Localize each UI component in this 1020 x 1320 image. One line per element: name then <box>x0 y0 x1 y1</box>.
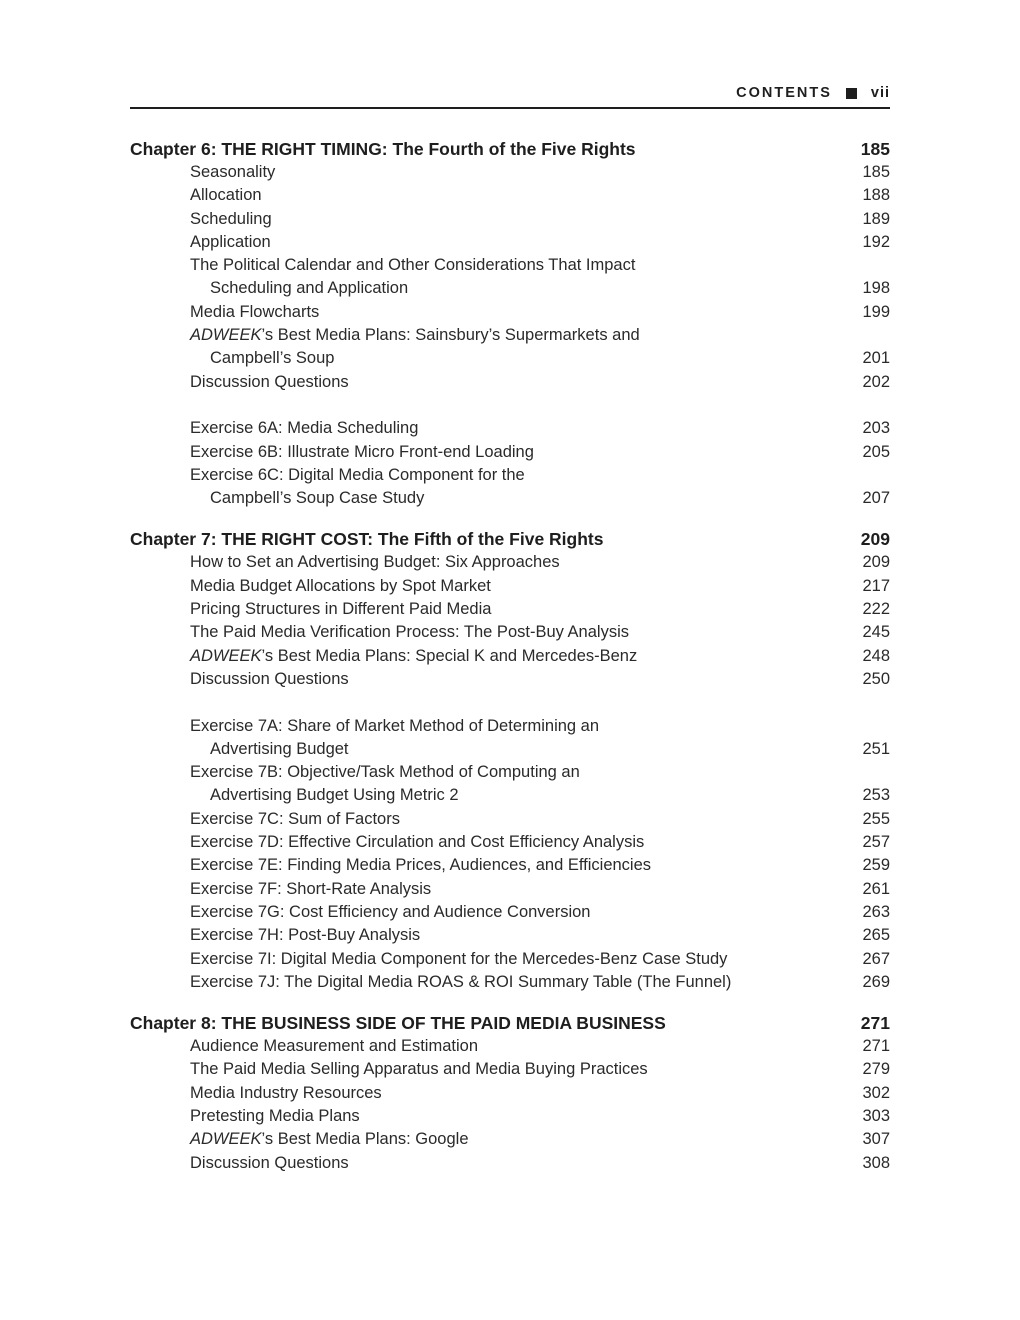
toc-entry[interactable] <box>130 878 890 901</box>
toc-entry[interactable] <box>130 324 890 347</box>
toc-entry-page-number: 267 <box>862 949 890 968</box>
toc-entry-title <box>190 301 319 324</box>
toc-entry-page-number: 263 <box>862 902 890 921</box>
toc-entry-title <box>190 371 349 394</box>
toc-entry[interactable] <box>130 1035 890 1058</box>
toc-entry-title <box>190 1035 478 1058</box>
toc-entry-text: Audience Measurement and Estimation <box>190 1037 478 1056</box>
toc-entry-title <box>190 715 599 738</box>
toc-entry-title <box>190 441 534 464</box>
toc-entry-continuation[interactable] <box>130 277 890 300</box>
toc-entry-text: Allocation <box>190 186 262 205</box>
toc-entry-title <box>210 487 424 510</box>
toc-entry-continuation[interactable] <box>130 487 890 510</box>
toc-entry-title <box>190 598 491 621</box>
toc-entry-page-number: 255 <box>862 809 890 828</box>
square-bullet-icon <box>846 88 857 99</box>
toc-entry[interactable] <box>130 301 890 324</box>
chapter-title: Chapter 6: THE RIGHT TIMING: The Fourth of the Five Rights <box>130 139 636 159</box>
toc-entry-text: Exercise 7G: Cost Efficiency and Audience Conversion <box>190 902 591 921</box>
toc-entry-text: Scheduling and Application <box>210 279 409 298</box>
publication-name: ADWEEK <box>190 646 262 665</box>
toc-entry-title <box>190 551 560 574</box>
toc-entry-text: Media Industry Resources <box>190 1083 382 1102</box>
toc-entry-page-number: 259 <box>862 856 890 875</box>
toc-entry-text: The Political Calendar and Other Considerations That Impact <box>190 256 636 275</box>
toc-entry[interactable] <box>130 1058 890 1081</box>
toc-entry-text: ’s Best Media Plans: Sainsbury’s Supermarkets and <box>261 326 640 345</box>
toc-entry-text: Exercise 7E: Finding Media Prices, Audiences, and Efficiencies <box>190 856 652 875</box>
toc-entry[interactable] <box>130 645 890 668</box>
toc-entry-page-number: 188 <box>862 186 890 205</box>
toc-entry-text: Advertising Budget Using Metric 2 <box>210 786 459 805</box>
toc-entry-page-number: 261 <box>862 879 890 898</box>
toc-entry-text: Exercise 6B: Illustrate Micro Front-end Loading <box>190 442 534 461</box>
toc-entry-title <box>210 347 334 370</box>
toc-entry-title <box>190 948 727 971</box>
toc-entry-title <box>210 784 459 807</box>
toc-entry-title <box>190 971 731 994</box>
toc-entry-title <box>190 901 591 924</box>
toc-entry-text: Exercise 7D: Effective Circulation and Cost Efficiency Analysis <box>190 833 645 852</box>
toc-entry-text: Media Flowcharts <box>190 302 320 321</box>
toc-entry-title <box>190 924 420 947</box>
toc-entry[interactable] <box>130 761 890 784</box>
toc-entry-text: Seasonality <box>190 163 276 181</box>
toc-entry-title <box>190 231 271 254</box>
toc-entry-text: Scheduling <box>190 209 272 228</box>
toc-entry[interactable] <box>130 575 890 598</box>
toc-entry-title <box>190 621 629 644</box>
toc-entry-page-number: 269 <box>862 972 890 991</box>
chapter-heading[interactable] <box>130 527 890 551</box>
toc-entry-page-number: 308 <box>862 1153 890 1172</box>
toc-entry-text: Exercise 7A: Share of Market Method of Determining an <box>190 716 600 735</box>
toc-entry-continuation[interactable] <box>130 784 890 807</box>
toc-entry-title <box>190 878 431 901</box>
toc-entry[interactable] <box>130 924 890 947</box>
toc-entry-title <box>190 1128 469 1151</box>
toc-entry-title <box>190 1058 648 1081</box>
toc-entry[interactable] <box>130 1128 890 1151</box>
running-head-page-number: vii <box>870 85 890 101</box>
toc-entry[interactable] <box>130 901 890 924</box>
section-spacer <box>130 691 890 714</box>
toc-entry[interactable] <box>130 598 890 621</box>
toc-entry-page-number: 203 <box>862 419 890 438</box>
toc-entry[interactable] <box>130 1152 890 1175</box>
toc-entry[interactable] <box>130 668 890 691</box>
toc-entry-page-number: 209 <box>862 553 890 572</box>
toc-entry-text: Advertising Budget <box>210 739 349 758</box>
toc-entry-text: Campbell’s Soup Case Study <box>210 489 425 508</box>
toc-entry[interactable] <box>130 1105 890 1128</box>
toc-entry[interactable] <box>130 971 890 994</box>
toc-entry-title <box>190 645 637 668</box>
toc-entry-title <box>190 1105 360 1128</box>
toc-entry-title <box>190 161 275 184</box>
toc-entry[interactable] <box>130 254 890 277</box>
toc-entry-title <box>190 464 525 487</box>
chapter-heading[interactable] <box>130 137 890 161</box>
toc-entry-page-number: 251 <box>862 739 890 758</box>
toc-entry-page-number: 207 <box>862 489 890 508</box>
toc-entry-page-number: 192 <box>862 232 890 251</box>
toc-entry-text: Pricing Structures in Different Paid Media <box>190 600 492 619</box>
toc-entry[interactable] <box>130 231 890 254</box>
running-head-label: CONTENTS <box>736 85 832 101</box>
chapter-page-number: 185 <box>860 139 890 159</box>
chapter-heading[interactable] <box>130 1011 890 1035</box>
toc-entry-page-number: 250 <box>862 669 890 688</box>
toc-entry-title <box>210 738 349 761</box>
toc-entry[interactable] <box>130 808 890 831</box>
toc-entry-title <box>190 324 640 347</box>
toc-entry[interactable] <box>130 948 890 971</box>
toc-entry-text: The Paid Media Selling Apparatus and Media Buying Practices <box>190 1060 648 1079</box>
toc-entry[interactable] <box>130 371 890 394</box>
toc-entry-text: How to Set an Advertising Budget: Six Approaches <box>190 553 560 572</box>
toc-entry-page-number: 199 <box>862 302 890 321</box>
toc-entry-page-number: 302 <box>862 1083 890 1102</box>
toc-entry[interactable] <box>130 464 890 487</box>
toc-entry-page-number: 222 <box>862 600 890 619</box>
chapter-title: Chapter 8: THE BUSINESS SIDE OF THE PAID MEDIA BUSINESS <box>130 1013 666 1034</box>
toc-entry-page-number: 265 <box>862 926 890 945</box>
toc-entry-text: Application <box>190 232 271 251</box>
toc-entry-title <box>210 277 408 300</box>
toc-entry-title <box>190 808 400 831</box>
toc-entry-text: Discussion Questions <box>190 1153 349 1172</box>
toc-entry-page-number: 303 <box>862 1106 890 1125</box>
toc-entry-text: Pretesting Media Plans <box>190 1106 360 1125</box>
toc-entry-title <box>190 831 644 854</box>
table-of-contents <box>130 137 890 1175</box>
toc-entry-title <box>190 184 262 207</box>
toc-entry[interactable] <box>130 715 890 738</box>
chapter-section <box>130 1011 890 1175</box>
toc-entry[interactable] <box>130 1082 890 1105</box>
toc-entry-title <box>190 575 491 598</box>
toc-entry-page-number: 198 <box>862 279 890 298</box>
toc-entry-text: ’s Best Media Plans: Special K and Mercedes-Benz <box>261 646 638 665</box>
toc-entry-text: Exercise 6A: Media Scheduling <box>190 419 419 438</box>
toc-entry-page-number: 245 <box>862 623 890 642</box>
toc-entry-continuation[interactable] <box>130 738 890 761</box>
toc-entry[interactable] <box>130 208 890 231</box>
toc-entry-title <box>190 208 272 231</box>
toc-entry-title <box>190 1152 349 1175</box>
toc-entry[interactable] <box>130 831 890 854</box>
toc-entry-text: Discussion Questions <box>190 372 349 391</box>
toc-entry[interactable] <box>130 621 890 644</box>
header-rule <box>130 107 890 109</box>
toc-entry-title <box>190 1082 382 1105</box>
toc-entry-page-number: 257 <box>862 833 890 852</box>
toc-entry[interactable] <box>130 161 890 184</box>
toc-entry-page-number: 217 <box>862 576 890 595</box>
chapter-title: Chapter 7: THE RIGHT COST: The Fifth of the Five Rights <box>130 529 604 550</box>
chapter-section <box>130 527 890 994</box>
toc-entry-page-number: 279 <box>862 1060 890 1079</box>
toc-entry-title <box>190 254 635 277</box>
toc-entry-text: ’s Best Media Plans: Google <box>261 1130 469 1149</box>
chapter-page-number: 209 <box>860 529 890 550</box>
toc-entry-page-number: 189 <box>862 209 890 228</box>
toc-entry-title <box>190 668 349 691</box>
toc-entry-page-number: 307 <box>862 1130 890 1149</box>
section-spacer <box>130 394 890 417</box>
toc-entry-text: Exercise 7J: The Digital Media ROAS & ROI Summary Table (The Funnel) <box>190 972 732 991</box>
publication-name: ADWEEK <box>190 326 262 345</box>
toc-entry-page-number: 201 <box>862 349 890 368</box>
toc-entry-title <box>190 417 418 440</box>
chapter-page-number: 271 <box>860 1013 890 1034</box>
toc-entry[interactable] <box>130 184 890 207</box>
toc-entry[interactable] <box>130 441 890 464</box>
toc-entry-page-number: 185 <box>862 163 890 181</box>
toc-entry-text: Exercise 7B: Objective/Task Method of Computing an <box>190 763 580 782</box>
toc-entry[interactable] <box>130 854 890 877</box>
toc-entry-text: Exercise 7H: Post-Buy Analysis <box>190 926 421 945</box>
running-head <box>130 80 890 106</box>
toc-entry-text: Discussion Questions <box>190 669 349 688</box>
toc-entry-title <box>190 761 580 784</box>
toc-entry-text: Exercise 7I: Digital Media Component for the Mercedes-Benz Case Study <box>190 949 728 968</box>
toc-entry-text: Exercise 7C: Sum of Factors <box>190 809 400 828</box>
toc-entry-title <box>190 854 651 877</box>
toc-entry-page-number: 202 <box>862 372 890 391</box>
publication-name: ADWEEK <box>190 1130 262 1149</box>
toc-entry-text: The Paid Media Verification Process: The Post-Buy Analysis <box>190 623 629 642</box>
toc-entry-text: Media Budget Allocations by Spot Market <box>190 576 491 595</box>
toc-entry-text: Exercise 7F: Short-Rate Analysis <box>190 879 432 898</box>
toc-entry[interactable] <box>130 551 890 574</box>
toc-entry-page-number: 253 <box>862 786 890 805</box>
toc-entry-continuation[interactable] <box>130 347 890 370</box>
toc-entry-page-number: 205 <box>862 442 890 461</box>
toc-entry-text: Exercise 6C: Digital Media Component for the <box>190 465 525 484</box>
toc-entry-text: Campbell’s Soup <box>210 349 335 368</box>
toc-entry-page-number: 248 <box>862 646 890 665</box>
toc-entry[interactable] <box>130 417 890 440</box>
chapter-section <box>130 137 890 510</box>
toc-entry-page-number: 271 <box>862 1037 890 1056</box>
